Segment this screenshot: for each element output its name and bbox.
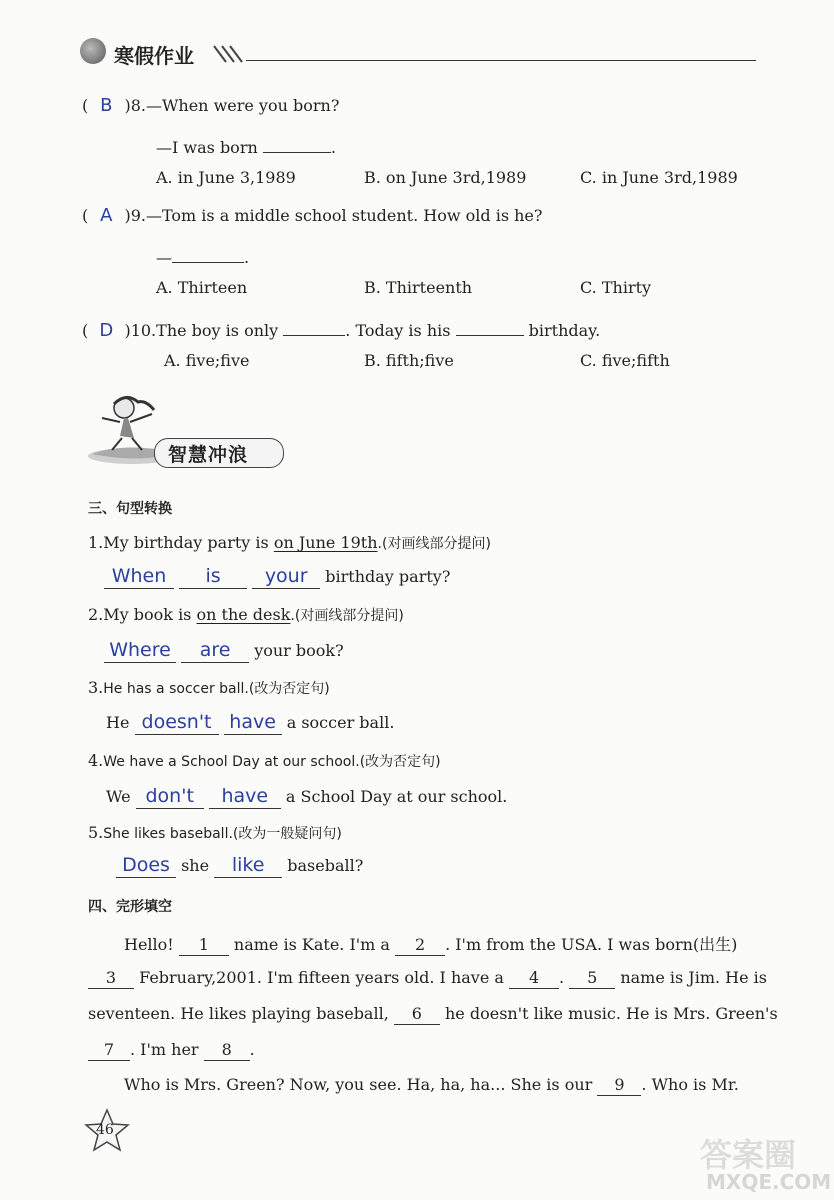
question-text: —When were you born? xyxy=(145,96,340,115)
mc-item-10: ( D )10.The boy is only . Today is his birthday. xyxy=(82,315,600,341)
s3-item-1-answer: When is your birthday party? xyxy=(104,564,450,589)
s3-item-1: 1.My birthday party is on June 19th.(对画线部分提问) xyxy=(88,533,491,552)
cloze-blank: 4 xyxy=(509,968,559,989)
answer-blank: like xyxy=(214,853,282,878)
section-title: 四、完形填空 xyxy=(88,899,172,915)
option-a: A. Thirteen xyxy=(156,278,248,297)
cloze-blank: 2 xyxy=(395,935,445,956)
answer-blank: don't xyxy=(136,784,204,809)
option-c: C. five;fifth xyxy=(580,351,670,370)
header-rule xyxy=(246,60,756,61)
cloze-line-2: 3 February,2001. I'm fifteen years old. I have a 4 . 5 name is Jim. He is xyxy=(88,968,767,989)
answer-blank xyxy=(263,132,331,153)
s3-item-3-answer: He doesn't have a soccer ball. xyxy=(106,711,395,733)
answer-blank: Does xyxy=(116,853,176,878)
header-circle-icon xyxy=(80,38,106,64)
header-slash-icon xyxy=(212,44,252,64)
cloze-line-5: Who is Mrs. Green? Now, you see. Ha, ha, ha... She is our 9 . Who is Mr. xyxy=(124,1075,739,1094)
underlined-phrase: on the desk xyxy=(196,605,291,624)
answer-blank: When xyxy=(104,564,174,589)
mc-item-9-line2: — . xyxy=(156,242,249,267)
option-b: B. fifth;five xyxy=(364,351,454,370)
answer-blank: your xyxy=(252,564,320,589)
cloze-line-4: 7 . I'm her 8 . xyxy=(88,1040,255,1061)
answer-blank: have xyxy=(224,710,282,735)
answer-blank: Where xyxy=(104,638,176,663)
s3-item-2-answer: Where are your book? xyxy=(104,638,344,663)
page-number: 46 xyxy=(96,1122,114,1138)
cloze-blank: 7 xyxy=(88,1040,130,1061)
cloze-blank: 6 xyxy=(394,1004,440,1025)
s3-item-4: 4.We have a School Day at our school.(改为否定句) xyxy=(88,751,441,770)
cloze-blank: 5 xyxy=(569,968,615,989)
answer-blank xyxy=(283,315,345,336)
s3-item-5-answer: Does she like baseball? xyxy=(116,853,363,878)
option-a: A. in June 3,1989 xyxy=(156,168,296,187)
answer-mark: B xyxy=(100,95,113,116)
cloze-blank: 8 xyxy=(204,1040,250,1061)
option-c: C. Thirty xyxy=(580,278,652,297)
answer-mark: A xyxy=(100,205,113,226)
section-title: 三、句型转换 xyxy=(88,501,172,517)
cloze-line-1: Hello! 1 name is Kate. I'm a 2 . I'm from the USA. I was born(出生) xyxy=(124,935,738,954)
option-b: B. on June 3rd,1989 xyxy=(364,168,527,187)
option-c: C. in June 3rd,1989 xyxy=(580,168,738,187)
answer-blank: doesn't xyxy=(135,710,219,735)
mc-item-8: ( B )8.—When were you born? xyxy=(82,95,340,116)
mc-item-9: ( A )9.—Tom is a middle school student. How old is he? xyxy=(82,205,543,226)
question-text: —Tom is a middle school student. How old is he? xyxy=(145,206,543,225)
header-title: 寒假作业 xyxy=(114,44,194,68)
answer-blank: have xyxy=(209,784,281,809)
option-b: B. Thirteenth xyxy=(364,278,473,297)
answer-blank xyxy=(172,242,244,263)
s3-item-4-answer: We don't have a School Day at our school. xyxy=(106,785,508,807)
cloze-line-3: seventeen. He likes playing baseball, 6 he doesn't like music. He is Mrs. Green's xyxy=(88,1004,778,1023)
cloze-blank: 9 xyxy=(597,1075,641,1096)
cloze-blank: 3 xyxy=(88,968,134,989)
banner-label: 智慧冲浪 xyxy=(168,444,249,466)
cloze-blank: 1 xyxy=(179,935,229,956)
answer-blank: is xyxy=(179,564,247,589)
s3-item-2: 2.My book is on the desk.(对画线部分提问) xyxy=(88,605,404,624)
watermark-url: MXQE.COM xyxy=(706,1170,832,1194)
answer-blank: are xyxy=(181,638,249,663)
mc-item-8-line2: —I was born . xyxy=(156,132,336,157)
underlined-phrase: on June 19th xyxy=(273,533,378,552)
s3-item-5: 5.She likes baseball.(改为一般疑问句) xyxy=(88,823,342,842)
answer-blank xyxy=(456,315,524,336)
option-a: A. five;five xyxy=(164,351,250,370)
s3-item-3: 3.He has a soccer ball.(改为否定句) xyxy=(88,678,330,697)
answer-mark: D xyxy=(99,320,114,341)
watermark-logo: 答案圈 xyxy=(700,1136,797,1174)
